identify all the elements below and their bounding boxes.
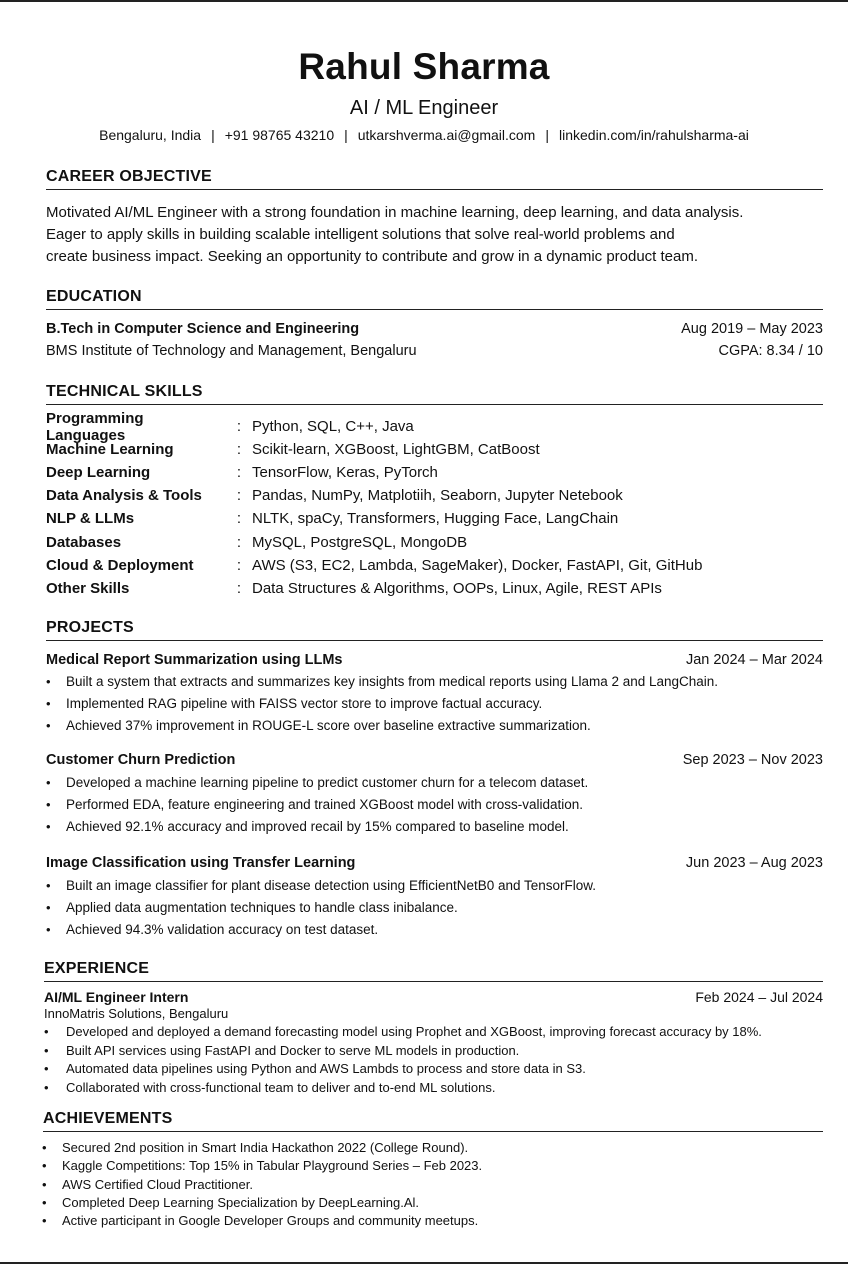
- section-heading-achievements: ACHIEVEMENTS: [43, 1110, 823, 1132]
- skill-colon: :: [236, 418, 242, 436]
- education-degree: B.Tech in Computer Science and Engineering: [46, 321, 360, 337]
- skill-category: Machine Learning: [46, 441, 174, 459]
- skill-colon: :: [236, 556, 242, 574]
- section-heading-objective: CAREER OBJECTIVE: [46, 168, 823, 190]
- list-item: • Completed Deep Learning Specialization by DeepLearning.Al.: [42, 1194, 482, 1212]
- experience-company: InnoMatris Solutions, Bengaluru: [44, 1006, 229, 1021]
- experience-company-row: [44, 1006, 823, 1021]
- list-item: • AWS Certified Cloud Practitioner.: [42, 1176, 482, 1194]
- skill-category: Deep Learning: [46, 464, 151, 482]
- skill-row: [46, 554, 702, 577]
- project-dates: Sep 2023 – Nov 2023: [682, 752, 823, 768]
- skill-row: [46, 438, 702, 461]
- experience-header: [44, 989, 823, 1005]
- contact-linkedin[interactable]: linkedin.com/in/rahulsharma-ai: [559, 127, 749, 143]
- list-item: • Developed and deployed a demand forecasting model using Prophet and XGBoost, improving forecast accuracy by 18%.: [44, 1023, 762, 1042]
- skill-colon: :: [236, 487, 242, 505]
- list-item: • Achieved 94.3% validation accuracy on test dataset.: [46, 919, 596, 941]
- project-bullets: [46, 875, 596, 941]
- list-item: • Implemented RAG pipeline with FAISS vector store to improve factual accuracy.: [46, 693, 718, 715]
- candidate-name: Rahul Sharma: [298, 46, 550, 87]
- skill-category: Programming Languages: [46, 409, 144, 444]
- skill-colon: :: [236, 510, 242, 528]
- skill-value: MySQL, PostgreSQL, MongoDB: [252, 533, 468, 551]
- skill-row: [46, 507, 702, 530]
- section-heading-experience: EXPERIENCE: [44, 960, 823, 982]
- skill-value: Pandas, NumPy, Matplotiih, Seaborn, Jupyter Netebook: [252, 487, 623, 505]
- skill-row: [46, 530, 702, 553]
- contact-line: [0, 127, 848, 143]
- skill-category: NLP & LLMs: [46, 510, 135, 528]
- contact-separator: |: [344, 127, 348, 143]
- list-item: • Secured 2nd position in Smart India Hackathon 2022 (College Round).: [42, 1139, 482, 1157]
- skill-colon: :: [236, 533, 242, 551]
- skill-category: Cloud & Deployment: [46, 556, 194, 574]
- experience-title: AI/ML Engineer Intern: [44, 989, 189, 1005]
- project-dates: Jan 2024 – Mar 2024: [685, 652, 823, 668]
- skill-row: [46, 461, 702, 484]
- list-item: • Built API services using FastAPI and Docker to serve ML models in production.: [44, 1042, 762, 1061]
- skill-value: Python, SQL, C++, Java: [252, 418, 414, 436]
- list-item: • Active participant in Google Developer Groups and community meetups.: [42, 1212, 482, 1230]
- list-item: • Developed a machine learning pipeline to predict customer churn for a telecom dataset.: [46, 772, 588, 794]
- contact-separator: |: [211, 127, 215, 143]
- skill-category: Data Analysis & Tools: [46, 487, 202, 505]
- skill-value: NLTK, spaCy, Transformers, Hugging Face, LangChain: [252, 510, 619, 528]
- experience-dates: Feb 2024 – Jul 2024: [695, 989, 823, 1005]
- education-row-2: [46, 343, 823, 359]
- project-header: [46, 752, 823, 768]
- objective-line: Eager to apply skills in building scalable intelligent solutions that solve real-world problems and: [46, 226, 675, 243]
- skill-row: [46, 484, 702, 507]
- list-item: • Kaggle Competitions: Top 15% in Tabular Playground Series – Feb 2023.: [42, 1157, 482, 1175]
- skill-value: AWS (S3, EC2, Lambda, SageMaker), Docker, FastAPI, Git, GitHub: [252, 556, 703, 574]
- skill-value: Data Structures & Algorithms, OOPs, Linux, Agile, REST APIs: [252, 579, 662, 597]
- contact-email[interactable]: utkarshverma.ai@gmail.com: [357, 127, 536, 143]
- section-heading-projects: PROJECTS: [46, 619, 823, 641]
- project-title: Image Classification using Transfer Learning: [46, 855, 356, 871]
- list-item: • Applied data augmentation techniques to handle class inibalance.: [46, 897, 596, 919]
- education-dates: Aug 2019 – May 2023: [681, 321, 823, 337]
- project-bullets: [46, 772, 588, 838]
- skill-row: [46, 409, 702, 444]
- project-bullets: [46, 671, 718, 737]
- objective-text: [46, 202, 806, 268]
- list-item: • Built a system that extracts and summarizes key insights from medical reports using Llama 2 and LangChain.: [46, 671, 718, 693]
- objective-line: create business impact. Seeking an opportunity to contribute and grow in a dynamic product team.: [46, 248, 699, 265]
- skills-table: [46, 409, 703, 600]
- section-heading-skills: TECHNICAL SKILLS: [46, 383, 823, 405]
- contact-separator: |: [545, 127, 549, 143]
- skill-colon: :: [236, 441, 242, 459]
- project-header: [46, 855, 823, 871]
- contact-phone: +91 98765 43210: [224, 127, 335, 143]
- project-dates: Jun 2023 – Aug 2023: [685, 855, 823, 871]
- list-item: • Performed EDA, feature engineering and trained XGBoost model with cross-validation.: [46, 794, 588, 816]
- section-heading-education: EDUCATION: [46, 288, 823, 310]
- experience-bullets: [44, 1023, 762, 1097]
- project-header: [46, 652, 823, 668]
- education-cgpa: CGPA: 8.34 / 10: [718, 343, 823, 359]
- skill-value: TensorFlow, Keras, PyTorch: [252, 464, 438, 482]
- skill-category: Databases: [46, 533, 122, 551]
- skill-category: Other Skills: [46, 579, 130, 597]
- skill-colon: :: [236, 464, 242, 482]
- contact-location: Bengaluru, India: [99, 127, 202, 143]
- list-item: • Achieved 92.1% accuracy and improved recail by 15% compared to baseline model.: [46, 816, 588, 838]
- skill-value: Scikit-learn, XGBoost, LightGBM, CatBoost: [252, 441, 540, 459]
- education-institution: BMS Institute of Technology and Management, Bengaluru: [46, 343, 417, 359]
- achievement-bullets: [42, 1139, 482, 1230]
- list-item: • Automated data pipelines using Python and AWS Lambds to process and store data in S3.: [44, 1060, 762, 1079]
- objective-line: Motivated AI/ML Engineer with a strong foundation in machine learning, deep learning, and data analysis.: [46, 204, 744, 221]
- skill-colon: :: [236, 579, 242, 597]
- candidate-role: AI / ML Engineer: [349, 97, 499, 119]
- project-title: Medical Report Summarization using LLMs: [46, 652, 343, 668]
- skill-row: [46, 577, 702, 600]
- education-row-1: [46, 321, 823, 337]
- list-item: • Achieved 37% improvement in ROUGE-L score over baseline extractive summarization.: [46, 715, 718, 737]
- list-item: • Built an image classifier for plant disease detection using EfficientNetB0 and TensorFlow.: [46, 875, 596, 897]
- list-item: • Collaborated with cross-functional team to deliver and to-end ML solutions.: [44, 1079, 762, 1098]
- project-title: Customer Churn Prediction: [46, 752, 236, 768]
